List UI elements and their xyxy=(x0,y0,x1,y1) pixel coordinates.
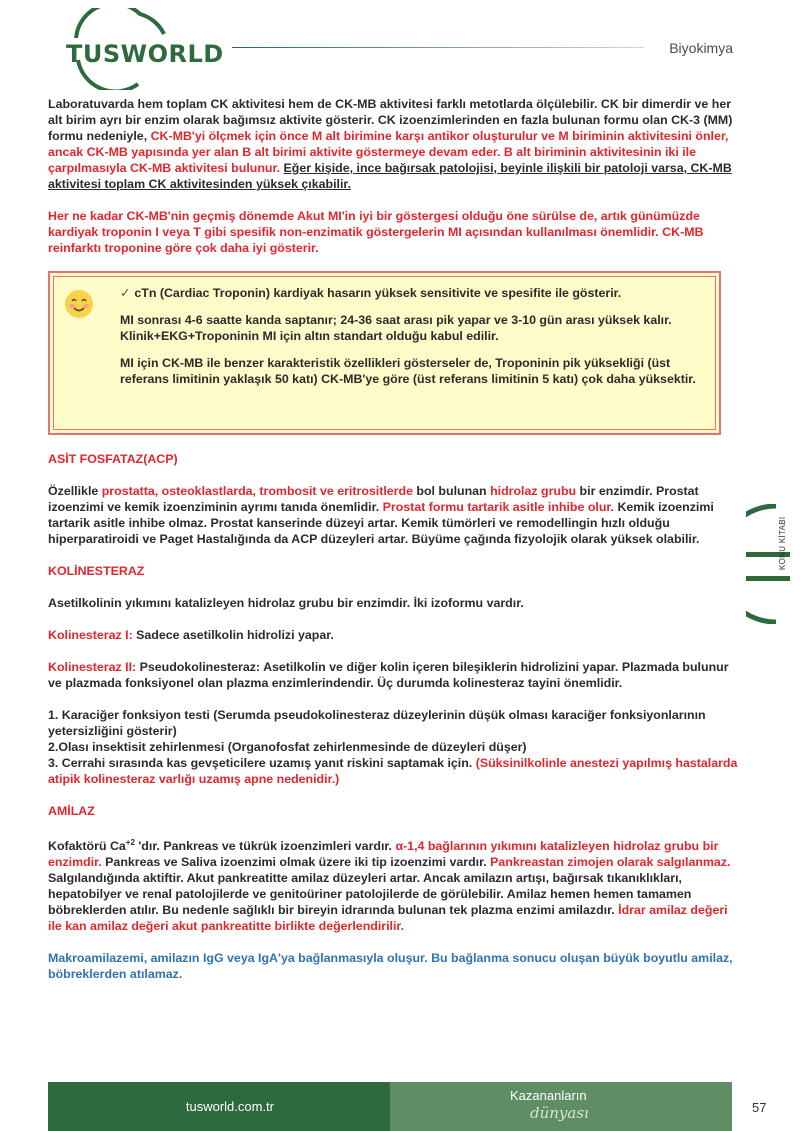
header-divider xyxy=(232,47,644,48)
kolinesteraz-list-item: 1. Karaciğer fonksiyon testi (Serumda pseudokolinesteraz düzeylerinin düşük olması karaciğer fonksiyonlarının yetersizliğini gösterir) xyxy=(48,708,706,738)
side-tab-label: KONU KİTABI xyxy=(778,516,787,570)
footer-slogan-1: Kazananların xyxy=(510,1088,587,1103)
kolinesteraz-heading: KOLİNESTERAZ xyxy=(48,564,145,578)
kolinesteraz-2: Kolinesteraz II: Pseudokolinesteraz: Asetilkolin ve diğer kolin içeren bileşiklerin hidrolizini yapar. Plazmada bulunur ve plazmada fonksiyonel olan plazma enzimlerindendir. Üç durumda kolinesteraz tayini önemlidir. xyxy=(48,660,729,690)
footer-right-band xyxy=(390,1082,732,1131)
amilaz-heading: AMİLAZ xyxy=(48,804,95,818)
page-number: 57 xyxy=(752,1100,767,1115)
side-tab-icon xyxy=(746,504,800,624)
acp-heading: ASİT FOSFATAZ(ACP) xyxy=(48,452,178,466)
ckmb-paragraph: Her ne kadar CK-MB'nin geçmiş dönemde Akut MI'in iyi bir göstergesi olduğu öne sürülse de, artık günümüzde kardiyak troponin I veya T gibi spesifik non-enzimatik göstergelerin MI açısından kullanılması önemlidir. CK-MB reinfarktı troponine göre çok daha iyi gösterir. xyxy=(48,209,704,255)
note-line-2: MI sonrası 4-6 saatte kanda saptanır; 24-36 saat arası pik yapar ve 3-10 gün arası yüksek kalır. Klinik+EKG+Troponinin MI için altın standart olduğu kabul edilir. xyxy=(120,313,672,343)
smiley-icon xyxy=(64,289,94,319)
footer-slogan-2: dünyası xyxy=(530,1104,589,1122)
kolinesteraz-list-item: 3. Cerrahi sırasında kas gevşeticilere uzamış yanıt riskini saptamak için. (Süksinilkolinle anestezi yapılmış hastalarda atipik kolinesteraz varlığı uzamış apne nedenidir.) xyxy=(48,756,738,786)
note-line-3: MI için CK-MB ile benzer karakteristik özellikleri gösterseler de, Troponinin pik yüksekliği (üst referans limitinin yaklaşık 50 katı) CK-MB'ye göre (üst referans limitinin 5 katı) çok daha yüksektir. xyxy=(120,356,696,386)
note-line-1: ✓ cTn (Cardiac Troponin) kardiyak hasarın yüksek sensitivite ve spesifite ile gösterir. xyxy=(120,286,622,300)
intro-text: Laboratuvarda hem toplam CK aktivitesi hem de CK-MB aktivitesi farklı metotlarda ölçülebilir. CK bir dimerdir ve her alt birim ayrı bir enzim olarak bağımsız aktivite gösterir. CK izoenzimlerinden en fazla bulunan formu olan CK-3 (MM) formu nedeniyle, xyxy=(48,97,733,143)
troponin-note-box xyxy=(48,271,721,435)
kolinesteraz-list-item: 2.Olası insektisit zehirlenmesi (Organofosfat zehirlenmesinde de düzeyleri düşer) xyxy=(48,740,527,754)
main-content xyxy=(48,96,738,982)
footer-url-link[interactable]: tusworld.com.tr xyxy=(185,1099,274,1114)
intro-paragraph xyxy=(48,96,738,192)
tusworld-logo xyxy=(64,8,224,90)
intro-underlined: Eğer kişide, ince bağırsak patolojisi, beyinle ilişkili bir patoloji varsa, CK-MB aktivitesi toplam CK aktivitesinden yüksek çıkabilir. xyxy=(48,161,732,191)
acp-paragraph: Özellikle prostatta, osteoklastlarda, trombosit ve eritrositlerde bol bulunan hidrolaz grubu bir enzimdir. Prostat izoenzimi ve kemik izoenziminin ayrımı tanıda önemlidir. Prostat formu tartarik asitle inhibe olur. Kemik izoenzimi tartarik asitle inhibe olmaz. Prostat kanserinde düzeyi artar. Kemik tümörleri ve remodellingin hızlı olduğu hiperparatiroidi ve Paget Hastalığında da ACP düzeyleri artar. Büyüme çağında fizyolojik olarak yüksek olabilir. xyxy=(48,484,714,546)
logo-text: TUSWORLD xyxy=(66,40,224,68)
kolinesteraz-1: Kolinesteraz I: Sadece asetilkolin hidrolizi yapar. xyxy=(48,628,334,642)
amilaz-paragraph: Kofaktörü $Ca^{+2}$ 'dır. Pankreas ve tükrük izoenzimleri vardır. α-1,4 bağlarının yıkımını katalizleyen hidrolaz grubu bir enzimdir. Pankreas ve Saliva izoenzimi olmak üzere iki tip izoenzimi vardır. Pankreastan zimojen olarak salgılanmaz. Salgılandığında aktiftir. Akut pankreatitte amilaz düzeyleri artar. Ancak amilazın artışı, bağırsak tıkanıklıkları, hepatobilyer ve renal patolojilerde ve genitoüriner patolojilerde de görülebilir. Amilaz hemen hemen tamamen böbreklerden atılır. Bu nedenle sağlıklı bir bireyin idrarında bulunan tek plazma enzimi amilazdır. İdrar amilaz değeri ile kan amilaz değeri akut pankreatitte birlikte değerlendirilir. xyxy=(48,838,731,934)
check-icon: ✓ xyxy=(120,286,131,300)
section-title: Biyokimya xyxy=(669,40,733,56)
kolinesteraz-intro: Asetilkolinin yıkımını katalizleyen hidrolaz grubu bir enzimdir. İki izoformu vardır. xyxy=(48,596,524,610)
footer-left-band xyxy=(48,1082,390,1131)
intro-highlight: CK-MB'yi ölçmek için önce M alt birimine karşı antikor oluşturulur ve M biriminin aktivitesini önler, ancak CK-MB yapısında yer alan B alt birimi aktivite göstermeye devam eder. B alt biriminin aktivitesinin iki ile çarpılmasıyla CK-MB aktivitesi bulunur. xyxy=(48,129,729,175)
makroamilazemi-paragraph: Makroamilazemi, amilazın IgG veya IgA'ya bağlanmasıyla oluşur. Bu bağlanma sonucu oluşan büyük boyutlu amilaz, böbreklerden atılamaz. xyxy=(48,951,733,982)
